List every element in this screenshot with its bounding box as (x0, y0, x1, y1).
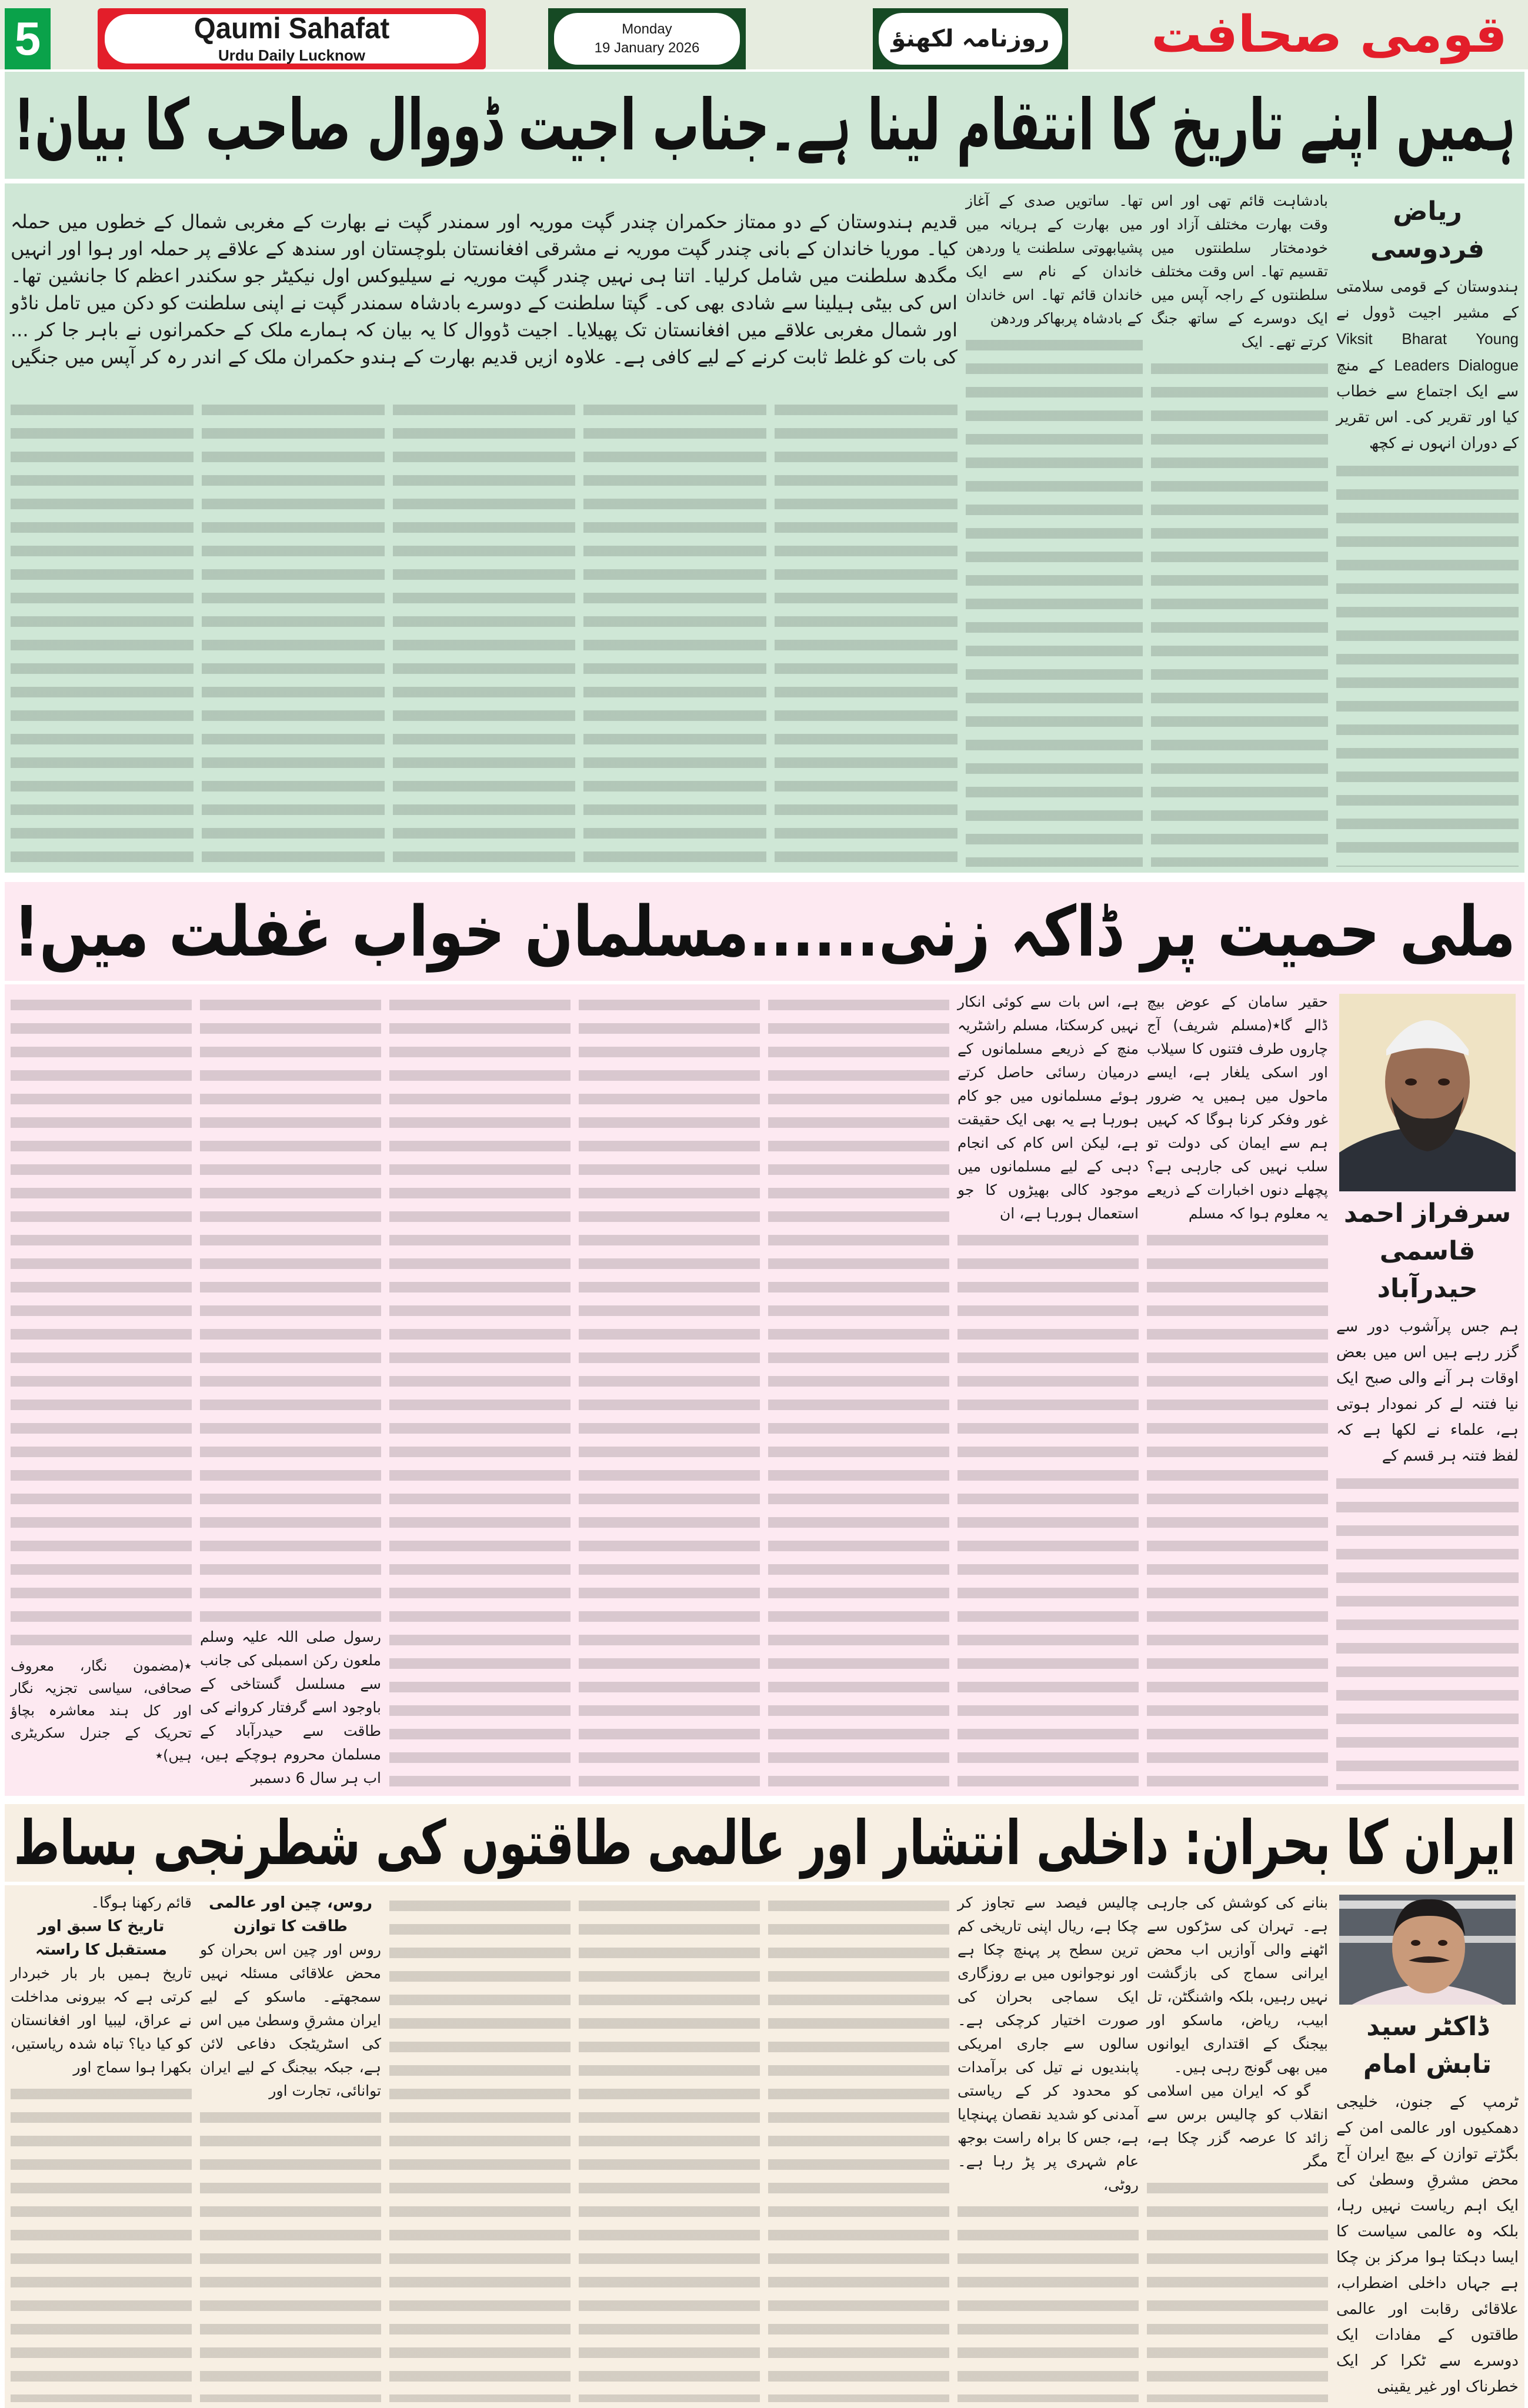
text-block (1151, 356, 1328, 867)
article-1-byline-column (1336, 189, 1519, 867)
brand-logo-english (98, 8, 486, 69)
article-3-intro: ٹرمپ کے جنون، خلیجی دھمکیوں اور عالمی امن کے بگڑتے توازن کے بیچ ایران آج محض مشرقِ وسطیٰ کی ایک اہم ریاست نہیں رہا، بلکہ وہ عالمی سیاست کا ایسا دہکتا ہوا مرکز بن چکا ہے جہاں داخلی اضطراب، علاقائی رقابت اور عالمی طاقتوں کے مفادات ایک دوسرے سے ٹکرا کر ایک خطرناک اور غیر یقینی (1336, 2093, 1519, 2396)
article-1-lead: قدیم ہندوستان کے دو ممتاز حکمران چندر گپت موریہ اور سمندر گپت نے بھارت کے مغربی شمال کے خطوں میں حملہ کیا۔ موریا خاندان کے بانی چندر گپت موریہ نے مشرقی افغانستان بلوچستان اور سندھ کے علاقے پر حملہ اور ہوا اور انہیں مگدھ سلطنت میں شامل کرلیا۔ اتنا ہی نہیں چندر گپت موریہ نے سیلیوکس اول نیکیٹر جو سکندر اعظم کا جانشین تھا۔ اس کی بیٹی ہیلینا سے شادی بھی کی۔ گپتا سلطنت کے دوسرے بادشاہ سمندر گپت نے اپنی سلطنت کو دکن میں تامل ناڈو اور شمال مغربی علاقے میں افغانستان تک پھیلایا۔ اجیت ڈووال کا یہ بیان کہ ہمارے ملک کے حکمرانوں نے باہر جا کر ... کی بات کو غلط ثابت کرنے کے لیے کافی ہے۔ علاوہ ازیں قدیم بھارت کے ہندو حکمران ملک کے اندر رہ کر آپس میں جنگیں (11, 211, 957, 368)
article-column (1147, 990, 1328, 1790)
article-column (957, 1891, 1139, 2402)
text-block (775, 398, 957, 867)
article-column (11, 990, 192, 1790)
text-block (1147, 2176, 1328, 2402)
article-column (200, 990, 381, 1790)
column-text: چالیس فیصد سے تجاوز کر چکا ہے، ریال اپنی تاریخی کم ترین سطح پر پہنچ چکا ہے اور نوجوانوں میں بے روزگاری ایک سماجی بحران کی صورت اختیار کرچکی ہے۔ سالوں سے جاری امریکی پابندیوں نے تیل کی برآمدات کو محدود کر کے ریاستی آمدنی کو شدید نقصان پہنچایا ہے، جس کا براہ راست بوجھ عام شہری پر پڑ رہا ہے۔ روٹی، (957, 1894, 1139, 2193)
article-column (1147, 1891, 1328, 2402)
roznama-label: روزنامہ لکھنؤ (879, 13, 1062, 65)
article-3-byline: ڈاکٹر سید تابش امام (1363, 2012, 1492, 2079)
article-column (966, 189, 1143, 867)
issue-day: Monday (622, 21, 672, 37)
brand-name-english: Qaumi Sahafat (193, 11, 390, 45)
text-block (200, 2105, 381, 2402)
text-block (202, 398, 385, 867)
issue-date: 19 January 2026 (594, 40, 700, 56)
article-column (1151, 189, 1328, 867)
column-text: بنانے کی کوشش کی جارہی ہے۔ تہران کی سڑکوں سے اٹھنے والی آوازیں اب محض ایرانی سماج کی بازگشت نہیں رہیں، بلکہ واشنگٹن، تل ابیب، ریاض، ماسکو اور بیجنگ کے اقتداری ایوانوں میں بھی گونج رہی ہیں۔ (1147, 1894, 1328, 2076)
article-column (200, 1891, 381, 2402)
article-2-headline: ملی حمیت پر ڈاکہ زنی......مسلمان خواب غفلت میں! (14, 891, 1516, 972)
article-2-intro: ہم جس پرآشوب دور سے گزر رہے ہیں اس میں بعض اوقات ہر آنے والی صبح ایک نیا فتنہ لے کر نمودار ہوتی ہے، علماء نے لکھا ہے کہ لفظ فتنہ ہر قسم کے (1336, 1318, 1519, 1465)
article-column (11, 1891, 192, 2402)
article-2-byline: سرفراز احمد قاسمی حیدرآباد (1343, 1198, 1512, 1304)
article-column (775, 395, 957, 867)
article-1 (5, 183, 1524, 873)
text-block (957, 1228, 1139, 1790)
intro-text: اس تقریر کے دوران انہوں نے کچھ (1336, 409, 1519, 452)
text-block (393, 398, 576, 867)
brand-subtitle: Urdu Daily Lucknow (218, 46, 365, 64)
article-2 (5, 984, 1524, 1796)
column-text: قائم رکھنا ہوگا۔ (91, 1894, 192, 1911)
column-text: تاریخ ہمیں بار بار خبردار کرتی ہے کہ بیرونی مداخلت نے عراق، لیبیا اور افغانستان کو کیا دیا؟ تباہ شدہ ریاستیں، بکھرا ہوا سماج اور (11, 1965, 192, 2076)
text-block (1147, 1228, 1328, 1790)
text-block (389, 993, 571, 1790)
author-photo (1339, 1895, 1516, 2005)
closing-text: رسول صلی اللہ علیہ وسلم ملعون رکن اسمبلی کی جانب سے مسلسل گستاخی کے باوجود اسے گرفتار کروانے کی طاقت سے حیدرآباد کے مسلمان محروم ہوچکے ہیں، اب ہر سال 6 دسمبر (200, 1628, 381, 1786)
article-3-byline-column (1336, 1891, 1519, 2402)
intro-latin-text: Leaders Dialogue (1394, 356, 1519, 374)
text-block (11, 993, 192, 1655)
column-text: بادشاہت قائم تھی اور اس وقت بھارت مختلف آزاد اور خودمختار سلطنتوں میں تقسیم تھا۔ اس وقت مختلف سلطنتوں کے راجہ آپس میں ایک دوسرے کے ساتھ جنگ کرتے تھے۔ ایک (1151, 192, 1328, 350)
text-block (579, 1893, 760, 2402)
article-column (11, 395, 193, 867)
article-1-byline: ریاض فردوسی (1370, 196, 1484, 264)
intro-text: ہندوستان کے قومی سلامتی کے مشیر اجیت ڈوول نے (1336, 278, 1519, 322)
article-1-headline: ہمیں اپنے تاریخ کا انتقام لینا ہے۔جناب اجیت ڈووال صاحب کا بیان! (13, 84, 1516, 166)
text-block (1336, 459, 1519, 867)
column-text: گو کہ ایران میں اسلامی انقلاب کو چالیس برس سے زائد کا عرصہ گزر چکا ہے، مگر (1147, 2082, 1328, 2170)
text-block (579, 993, 760, 1790)
date-box (548, 8, 746, 69)
text-block (11, 398, 193, 867)
page-number-badge: 5 (5, 8, 51, 69)
roznama-box (873, 8, 1068, 69)
article-column (389, 1891, 571, 2402)
column-text: تھا۔ ساتویں صدی کے آغاز میں بھارت کے ہریانہ میں پشیابھوتی سلطنت یا وردھن خاندان کے نام سے ایک خاندان قائم تھا۔ اس خاندان کے بادشاہ پربھاکر وردھن (966, 192, 1143, 327)
article-column (393, 395, 576, 867)
article-3-headline: ایران کا بحران: داخلی انتشار اور عالمی طاقتوں کی شطرنجی بساط (14, 1807, 1516, 1879)
article-column (957, 990, 1139, 1790)
subheading: روس، چین اور عالمی طاقت کا توازن (209, 1894, 372, 1935)
brand-name-urdu: قومی صحافت (1151, 5, 1507, 64)
intro-latin-text: Viksit Bharat Young (1336, 330, 1519, 348)
subheading: تاریخ کا سبق اور مستقبل کا راستہ (35, 1918, 167, 1959)
article-column (579, 990, 760, 1790)
column-text: ہے، اس بات سے کوئی انکار نہیں کرسکتا، مسلم راشٹریہ منچ کے ذریعے مسلمانوں کے درمیان رسائی حاصل کرتے ہوئے مسلمانوں میں جو کام ہورہا ہے یہ بھی ایک حقیقت ہے، لیکن اس کام کی انجام دہی کے لیے مسلمانوں میں موجود کالی بھیڑوں کا جو استعمال ہورہا ہے، ان (957, 993, 1139, 1222)
article-column (583, 395, 766, 867)
article-column (768, 1891, 949, 2402)
author-photo (1339, 994, 1516, 1191)
author-portrait-icon (1339, 994, 1516, 1191)
article-column (389, 990, 571, 1790)
headline-band-3 (5, 1804, 1524, 1882)
text-block (1336, 1471, 1519, 1790)
intro-text: کے منچ سے ایک اجتماع سے خطاب کیا اور تقریر کی۔ (1336, 357, 1519, 426)
text-block (583, 398, 766, 867)
text-block (957, 2199, 1139, 2402)
text-block (200, 993, 381, 1622)
text-block (768, 993, 949, 1790)
text-block (966, 333, 1143, 867)
article-column (202, 395, 385, 867)
author-footnote: ٭(مضمون نگار، معروف صحافی، سیاسی تجزیہ نگار اور کل ہند معاشرہ بچاؤ تحریک کے جنرل سکریٹری ہیں)٭ (11, 1658, 192, 1764)
column-text: روس اور چین اس بحران کو محض علاقائی مسئلہ نہیں سمجھتے۔ ماسکو کے لیے ایران مشرقِ وسطیٰ میں اس کی اسٹریٹجک دفاعی لائن ہے، جبکہ بیجنگ کے لیے ایران توانائی، تجارت اور (200, 1941, 381, 2099)
column-text: حقیر سامان کے عوض بیچ ڈالے گا٭(مسلم شریف) آج چاروں طرف فتنوں کا سیلاب اور اسکی یلغار ہے، ایسے ماحول میں ہمیں یہ ضرور غور وفکر کرنا ہوگا کہ کہیں ہم سے ایمان کی دولت تو سلب نہیں کی جارہی ہے؟ پچھلے دنوں اخبارات کے ذریعے یہ معلوم ہوا کہ مسلم (1147, 993, 1328, 1222)
text-block (389, 1893, 571, 2402)
article-column (579, 1891, 760, 2402)
article-1-intro (1336, 274, 1519, 456)
article-2-byline-column (1336, 990, 1519, 1790)
article-1-left-section (11, 189, 957, 867)
article-3 (5, 1885, 1524, 2408)
headline-band-2 (5, 882, 1524, 981)
text-block (11, 2082, 192, 2402)
article-column (768, 990, 949, 1790)
text-block (768, 1893, 949, 2402)
headline-band-1 (5, 72, 1524, 179)
author-portrait-icon (1339, 1895, 1516, 2005)
